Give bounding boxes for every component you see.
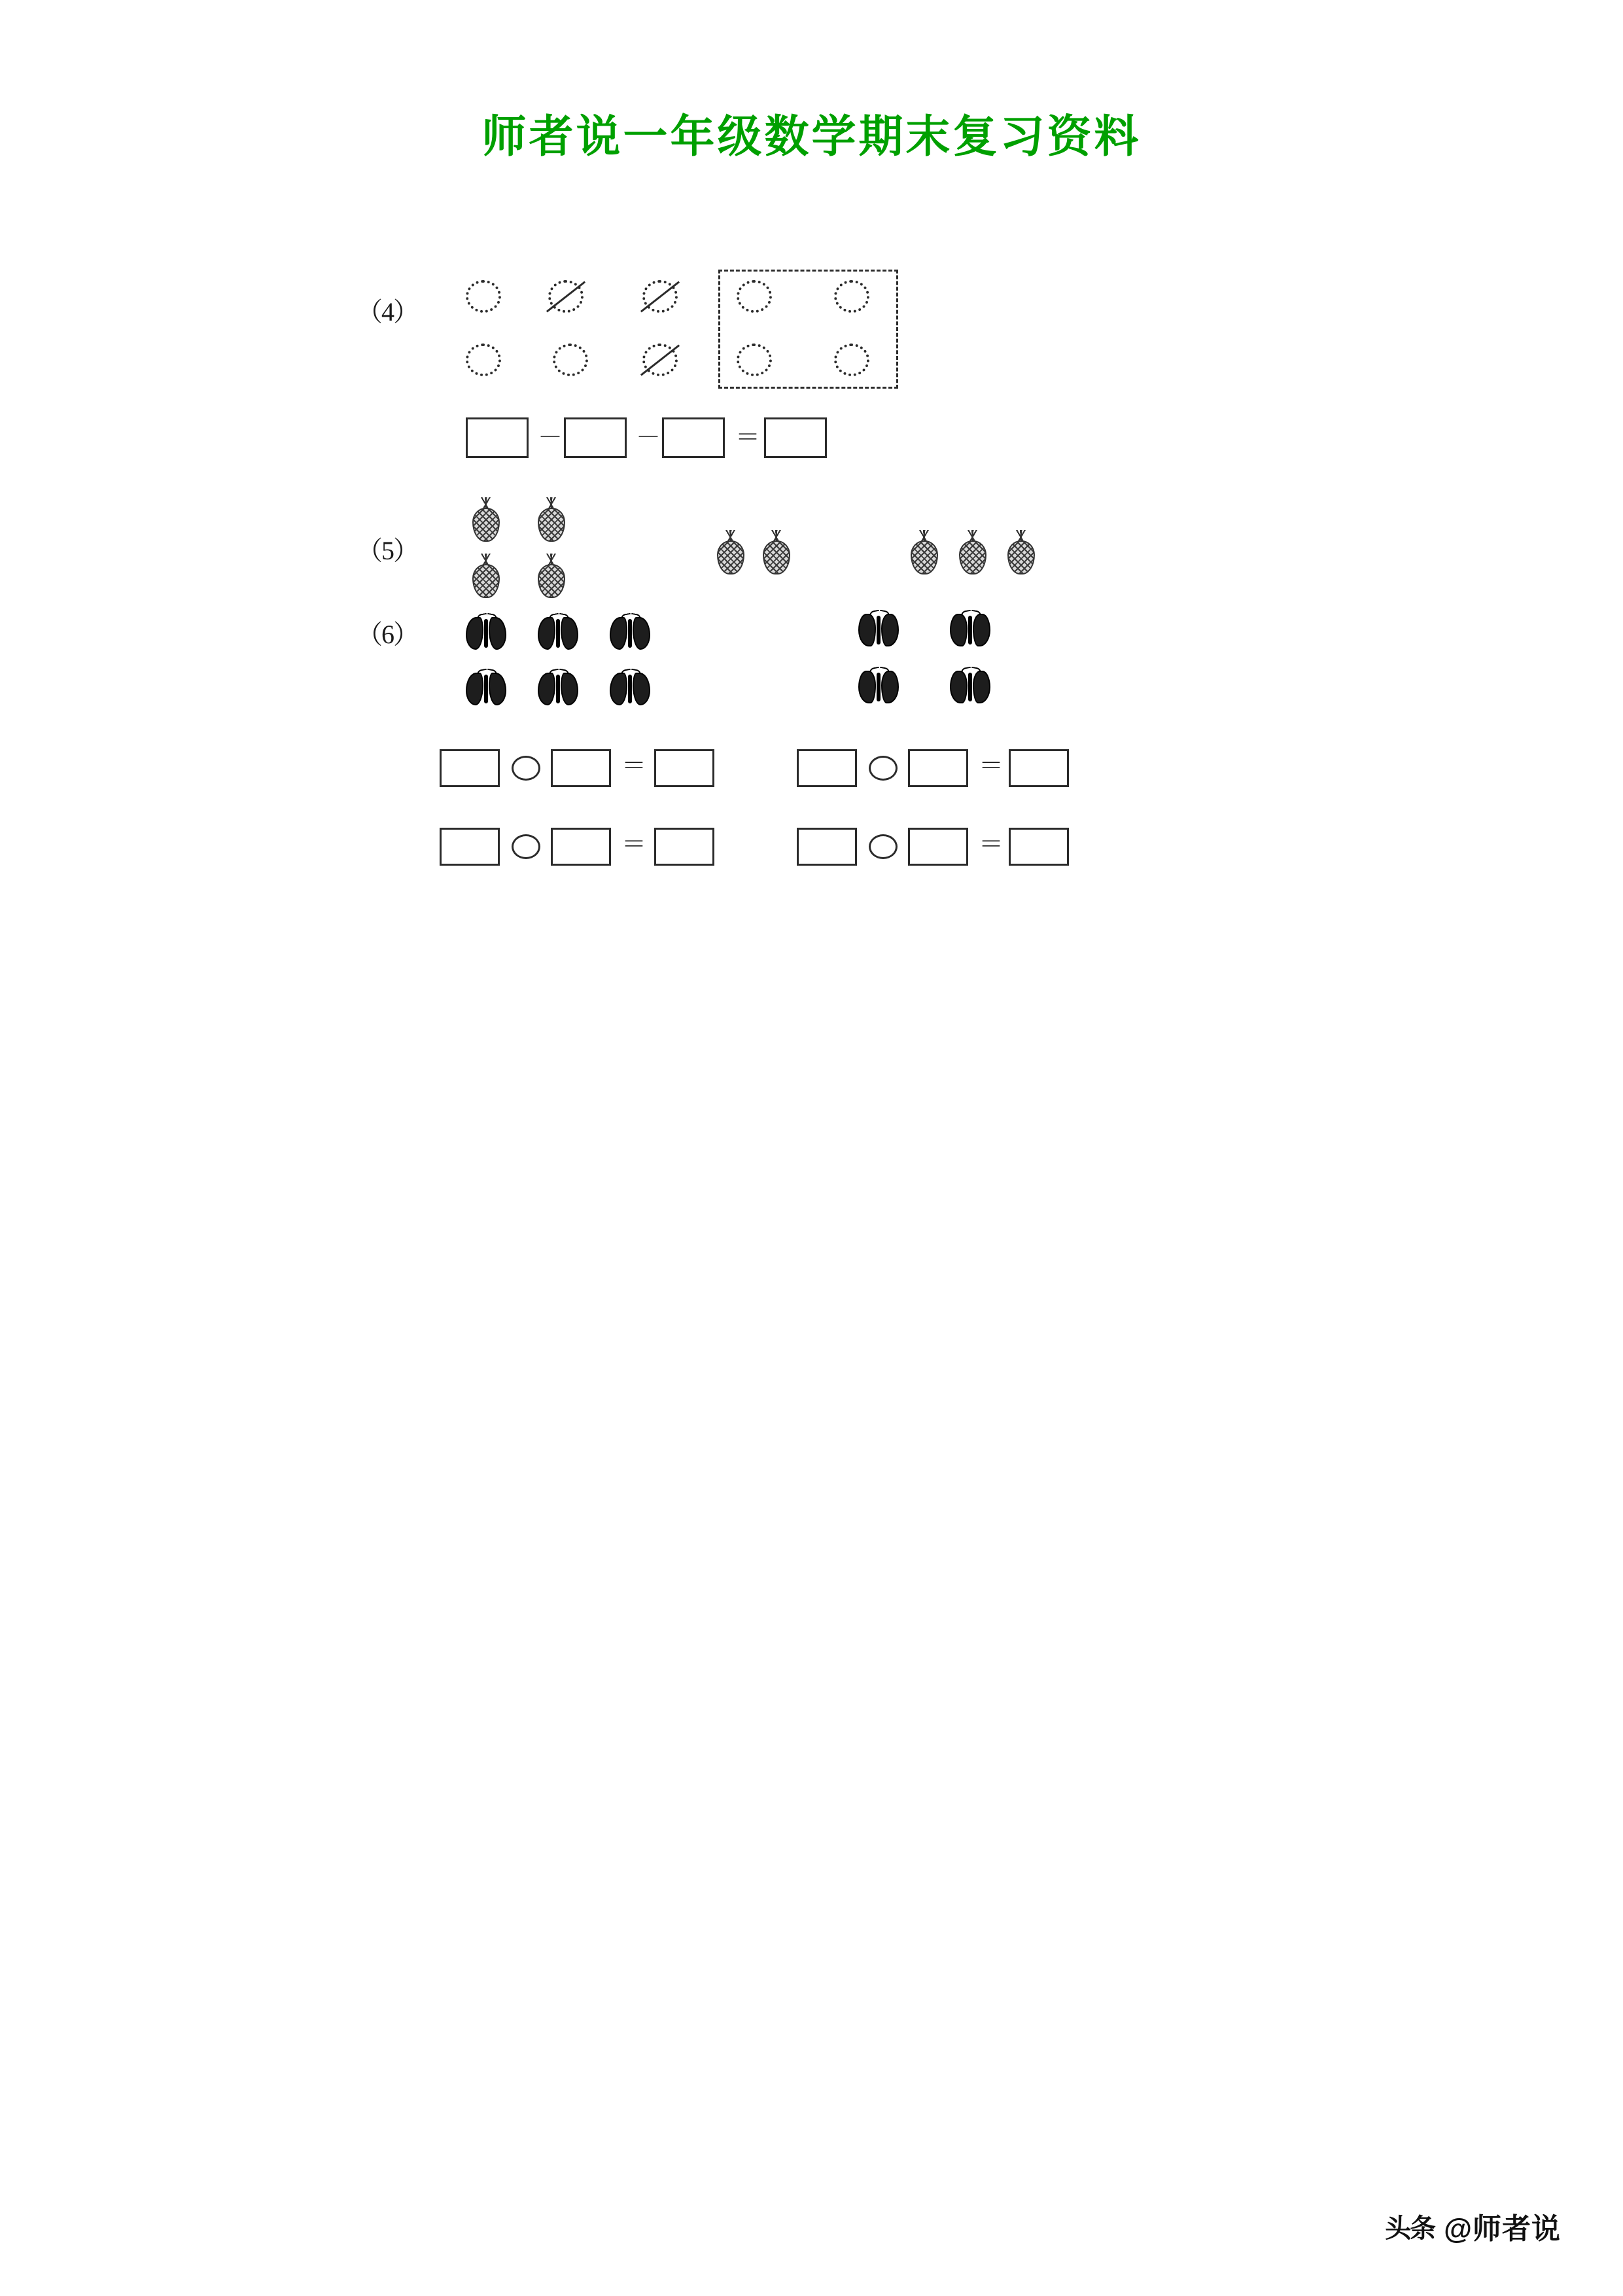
- pineapple-icon: [956, 531, 989, 576]
- account-name: @师者说: [1444, 2213, 1561, 2245]
- operator-equals: ＝: [621, 831, 647, 858]
- operator-circle[interactable]: [512, 834, 540, 859]
- operator-equals: ＝: [735, 424, 761, 451]
- answer-box[interactable]: [797, 749, 857, 787]
- pineapple-icon: [908, 531, 941, 576]
- answer-box[interactable]: [466, 417, 529, 458]
- pineapple-icon: [535, 499, 568, 543]
- footer-watermark: [1385, 2205, 1561, 2247]
- toutiao-logo-icon: 头条: [1385, 2214, 1435, 2243]
- operator-circle[interactable]: [869, 756, 898, 781]
- answer-box[interactable]: [654, 828, 714, 866]
- answer-box[interactable]: [908, 828, 968, 866]
- pineapple-icon: [470, 555, 502, 599]
- circle-plain: [466, 280, 501, 313]
- butterfly-icon: [538, 671, 578, 707]
- pineapple-icon: [535, 555, 568, 599]
- answer-box[interactable]: [764, 417, 827, 458]
- circle-boxed: [834, 280, 869, 313]
- question-4-label: （4）: [357, 297, 418, 327]
- answer-box[interactable]: [1009, 828, 1069, 866]
- pineapple-icon: [714, 531, 747, 576]
- operator-minus: －: [538, 424, 563, 451]
- operator-equals: ＝: [621, 752, 647, 780]
- operator-equals: ＝: [979, 831, 1004, 858]
- butterfly-icon: [858, 612, 899, 648]
- pineapple-icon: [1005, 531, 1038, 576]
- circle-boxed: [737, 280, 772, 313]
- circle-boxed: [737, 344, 772, 376]
- operator-equals: ＝: [979, 752, 1004, 780]
- answer-box[interactable]: [440, 749, 500, 787]
- butterfly-icon: [466, 615, 506, 652]
- answer-box[interactable]: [551, 828, 611, 866]
- answer-box[interactable]: [654, 749, 714, 787]
- operator-circle[interactable]: [512, 756, 540, 781]
- question-5-label: （5）: [357, 536, 418, 565]
- page-title: 师者说一年级数学期末复习资料: [481, 112, 1142, 162]
- circle-boxed: [834, 344, 869, 376]
- answer-box[interactable]: [564, 417, 627, 458]
- answer-box[interactable]: [551, 749, 611, 787]
- operator-minus: －: [636, 424, 661, 451]
- butterfly-icon: [950, 669, 990, 705]
- butterfly-icon: [610, 615, 650, 652]
- answer-box[interactable]: [1009, 749, 1069, 787]
- answer-box[interactable]: [662, 417, 725, 458]
- pineapple-icon: [760, 531, 793, 576]
- circle-plain: [466, 344, 501, 376]
- answer-box[interactable]: [440, 828, 500, 866]
- operator-circle[interactable]: [869, 834, 898, 859]
- pineapple-icon: [470, 499, 502, 543]
- answer-box[interactable]: [908, 749, 968, 787]
- butterfly-icon: [610, 671, 650, 707]
- butterfly-icon: [538, 615, 578, 652]
- question-6-label: （6）: [357, 620, 418, 649]
- circle-plain: [553, 344, 588, 376]
- butterfly-icon: [858, 669, 899, 705]
- answer-box[interactable]: [797, 828, 857, 866]
- butterfly-icon: [950, 612, 990, 648]
- butterfly-icon: [466, 671, 506, 707]
